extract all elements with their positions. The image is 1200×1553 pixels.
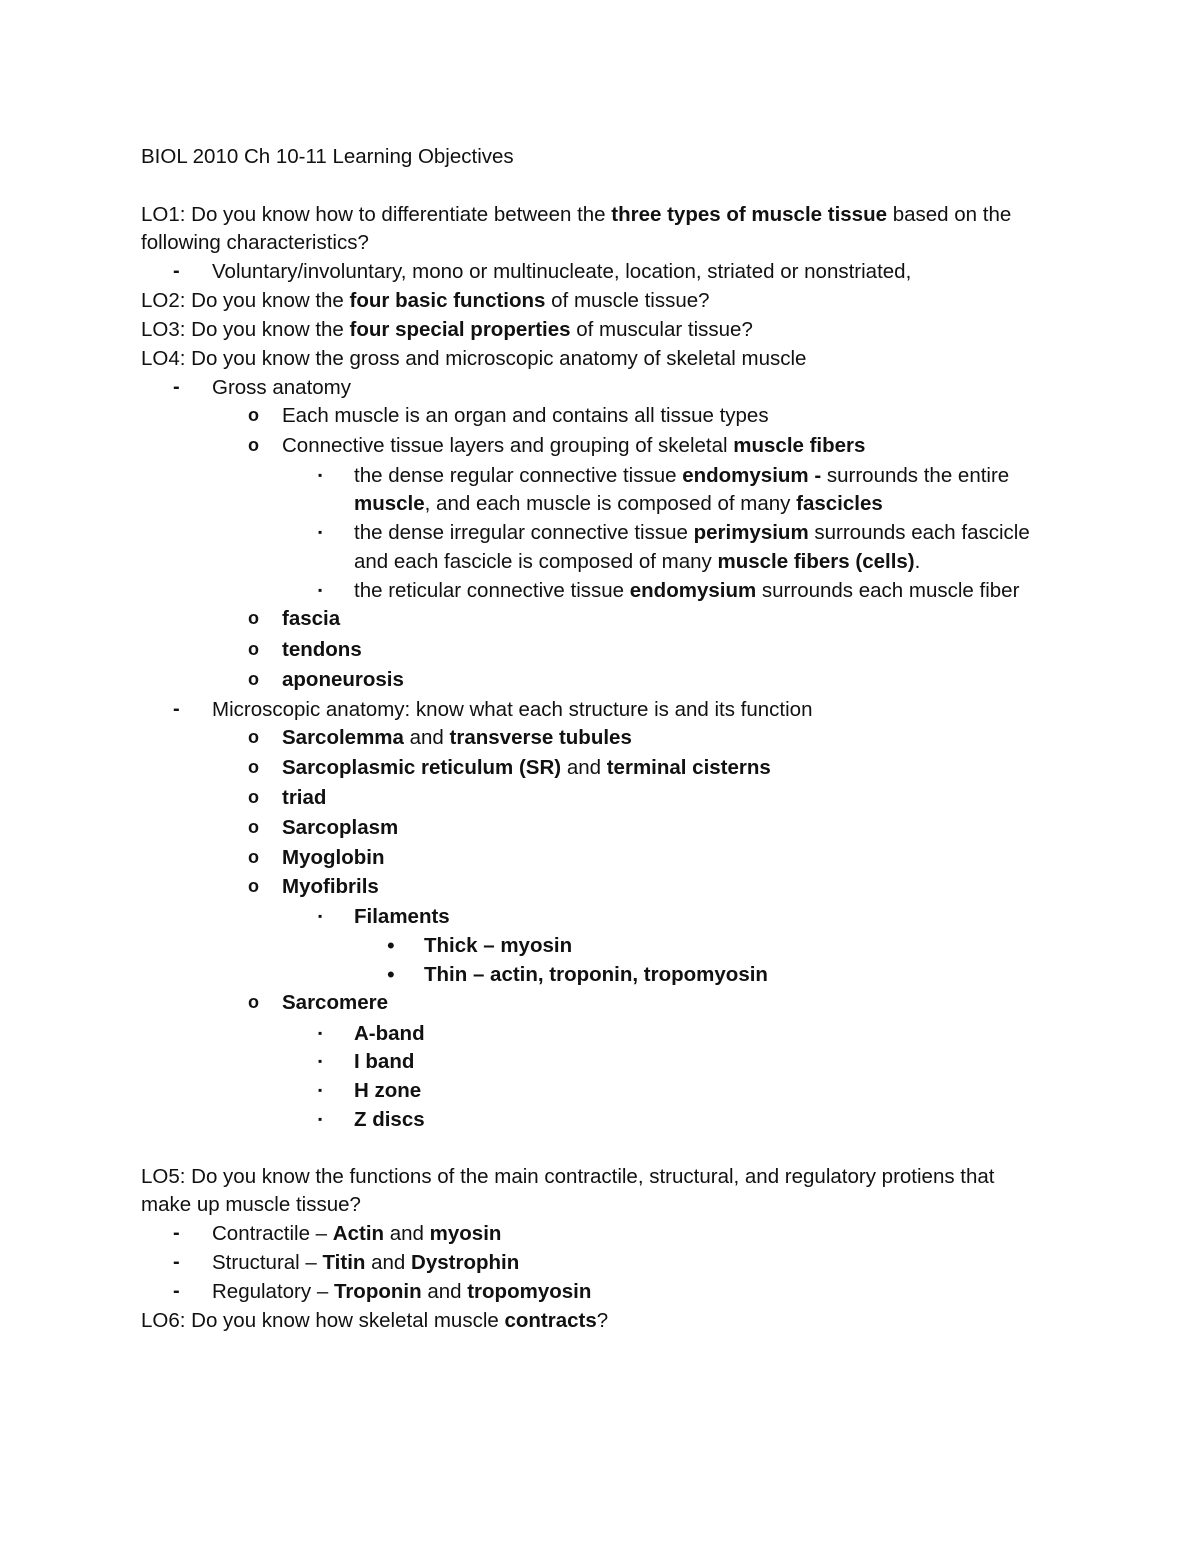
objective-line — [354, 1105, 425, 1134]
dash-bullet-icon: - — [173, 376, 180, 398]
square-bullet-icon: ▪ — [318, 525, 323, 539]
objective-line — [354, 489, 883, 518]
text-span: LO4: Do you know the gross and microscopic anatomy of skeletal muscle — [141, 347, 807, 370]
objective-line — [282, 604, 340, 633]
bold-text: Sarcolemma — [282, 726, 404, 749]
objective-line — [212, 695, 812, 724]
bold-text: Z discs — [354, 1108, 425, 1131]
bold-text: Dystrophin — [411, 1251, 520, 1274]
dot-bullet-icon: • — [387, 933, 395, 958]
bold-text: muscle fibers — [733, 434, 866, 457]
text-span: the dense regular connective tissue — [354, 464, 683, 487]
bold-text: endomysium — [629, 579, 757, 602]
text-span: Voluntary/involuntary, mono or multinucleate, location, striated or nonstriated, — [212, 260, 912, 283]
circle-bullet-icon: o — [248, 876, 259, 896]
dash-bullet-icon: - — [173, 260, 180, 282]
text-span: Regulatory – — [212, 1280, 334, 1303]
circle-bullet-icon: o — [248, 847, 259, 867]
circle-bullet-icon: o — [248, 608, 259, 628]
bold-text: Sarcoplasmic reticulum (SR) — [282, 756, 562, 779]
objective-line — [354, 902, 450, 931]
bold-text: four basic functions — [349, 289, 546, 312]
text-span: LO1: Do you know how to differentiate between the — [141, 203, 612, 226]
objective-line — [424, 960, 768, 989]
text-span: LO6: Do you know how skeletal muscle — [141, 1309, 505, 1332]
circle-bullet-icon: o — [248, 405, 259, 425]
bold-text: Thin – actin, troponin, tropomyosin — [424, 963, 768, 986]
text-span: and — [365, 1251, 412, 1274]
bold-text: A-band — [354, 1022, 425, 1045]
bold-text: Actin — [332, 1222, 385, 1245]
objective-line — [141, 1190, 361, 1219]
bold-text: Sarcomere — [282, 991, 388, 1014]
bold-text: muscle — [354, 492, 425, 515]
text-span: . — [914, 550, 921, 573]
objective-line — [282, 665, 404, 694]
bold-text: transverse tubules — [449, 726, 632, 749]
square-bullet-icon: ▪ — [318, 1112, 323, 1126]
objective-line — [282, 723, 632, 752]
objective-line — [141, 344, 806, 373]
objective-line — [282, 753, 771, 782]
square-bullet-icon: ▪ — [318, 468, 323, 482]
text-span: LO3: Do you know the — [141, 318, 350, 341]
circle-bullet-icon: o — [248, 817, 259, 837]
text-span: and — [561, 756, 607, 779]
bold-text: Filaments — [354, 905, 450, 928]
text-span: Connective tissue layers and grouping of skeletal — [282, 434, 734, 457]
square-bullet-icon: ▪ — [318, 583, 323, 597]
text-span: Each muscle is an organ and contains all tissue types — [282, 404, 769, 427]
text-span: surrounds the entire — [821, 464, 1010, 487]
bold-text: Sarcoplasm — [282, 816, 399, 839]
text-span: make up muscle tissue? — [141, 1193, 361, 1216]
text-span: following characteristics? — [141, 231, 369, 254]
bold-text: four special properties — [349, 318, 571, 341]
text-span: Contractile – — [212, 1222, 333, 1245]
objective-line — [282, 988, 388, 1017]
objective-line — [354, 1076, 421, 1105]
circle-bullet-icon: o — [248, 757, 259, 777]
dash-bullet-icon: - — [173, 1222, 180, 1244]
text-span: the reticular connective tissue — [354, 579, 630, 602]
objective-line — [141, 1306, 608, 1335]
objective-line — [354, 518, 1030, 547]
bold-text: fascia — [282, 607, 341, 630]
text-span: and — [403, 726, 450, 749]
objective-line — [282, 635, 362, 664]
objective-line — [354, 1019, 425, 1048]
bold-text: tendons — [282, 638, 362, 661]
dash-bullet-icon: - — [173, 698, 180, 720]
circle-bullet-icon: o — [248, 669, 259, 689]
text-span: surrounds each muscle fiber — [756, 579, 1020, 602]
bold-text: I band — [354, 1050, 415, 1073]
objective-line — [282, 843, 384, 872]
bold-text: Myofibrils — [282, 875, 379, 898]
text-span: based on the — [887, 203, 1012, 226]
objective-line — [354, 461, 1009, 490]
objective-line — [212, 373, 351, 402]
text-span: ? — [596, 1309, 609, 1332]
dash-bullet-icon: - — [173, 1280, 180, 1302]
text-span: surrounds each fascicle — [808, 521, 1030, 544]
text-span: , and each muscle is composed of many — [424, 492, 797, 515]
text-span: Structural – — [212, 1251, 323, 1274]
bold-text: endomysium - — [682, 464, 822, 487]
document-title: BIOL 2010 Ch 10-11 Learning Objectives — [141, 145, 514, 168]
objective-line — [354, 547, 920, 576]
objective-line — [141, 200, 1011, 229]
objective-line — [282, 783, 326, 812]
objective-line — [212, 1248, 519, 1277]
bold-text: terminal cisterns — [606, 756, 771, 779]
objective-line — [212, 257, 911, 286]
bold-text: Troponin — [333, 1280, 422, 1303]
circle-bullet-icon: o — [248, 787, 259, 807]
objective-line — [282, 872, 379, 901]
square-bullet-icon: ▪ — [318, 1083, 323, 1097]
bold-text: Thick – myosin — [424, 934, 573, 957]
objective-line — [212, 1277, 591, 1306]
bold-text: Myoglobin — [282, 846, 385, 869]
circle-bullet-icon: o — [248, 435, 259, 455]
objective-line — [282, 813, 398, 842]
bold-text: contracts — [504, 1309, 597, 1332]
circle-bullet-icon: o — [248, 727, 259, 747]
bold-text: aponeurosis — [282, 668, 404, 691]
objective-line — [354, 576, 1019, 605]
dash-bullet-icon: - — [173, 1251, 180, 1273]
text-span: of muscular tissue? — [570, 318, 753, 341]
bold-text: triad — [282, 786, 327, 809]
dot-bullet-icon: • — [387, 962, 395, 987]
bold-text: Titin — [322, 1251, 366, 1274]
circle-bullet-icon: o — [248, 639, 259, 659]
text-span: LO2: Do you know the — [141, 289, 350, 312]
objective-line — [141, 286, 710, 315]
objective-line — [424, 931, 572, 960]
square-bullet-icon: ▪ — [318, 1054, 323, 1068]
bold-text: myosin — [429, 1222, 502, 1245]
bold-text: fascicles — [796, 492, 883, 515]
text-span: the dense irregular connective tissue — [354, 521, 694, 544]
objective-line — [141, 1162, 994, 1191]
objective-line — [212, 1219, 501, 1248]
text-span: Microscopic anatomy: know what each structure is and its function — [212, 698, 813, 721]
circle-bullet-icon: o — [248, 992, 259, 1012]
text-span: Gross anatomy — [212, 376, 351, 399]
text-span: of muscle tissue? — [545, 289, 710, 312]
bold-text: tropomyosin — [467, 1280, 592, 1303]
objective-line — [282, 431, 865, 460]
text-span: LO5: Do you know the functions of the main contractile, structural, and regulatory protiens that — [141, 1165, 995, 1188]
bold-text: H zone — [354, 1079, 422, 1102]
bold-text: perimysium — [693, 521, 809, 544]
square-bullet-icon: ▪ — [318, 1026, 323, 1040]
text-span: and each fascicle is composed of many — [354, 550, 718, 573]
objective-line — [282, 401, 769, 430]
square-bullet-icon: ▪ — [318, 909, 323, 923]
objective-line — [141, 315, 753, 344]
text-span: and — [384, 1222, 430, 1245]
bold-text: muscle fibers (cells) — [717, 550, 915, 573]
objective-line — [354, 1047, 414, 1076]
bold-text: three types of muscle tissue — [611, 203, 887, 226]
objective-line — [141, 228, 369, 257]
text-span: and — [421, 1280, 468, 1303]
